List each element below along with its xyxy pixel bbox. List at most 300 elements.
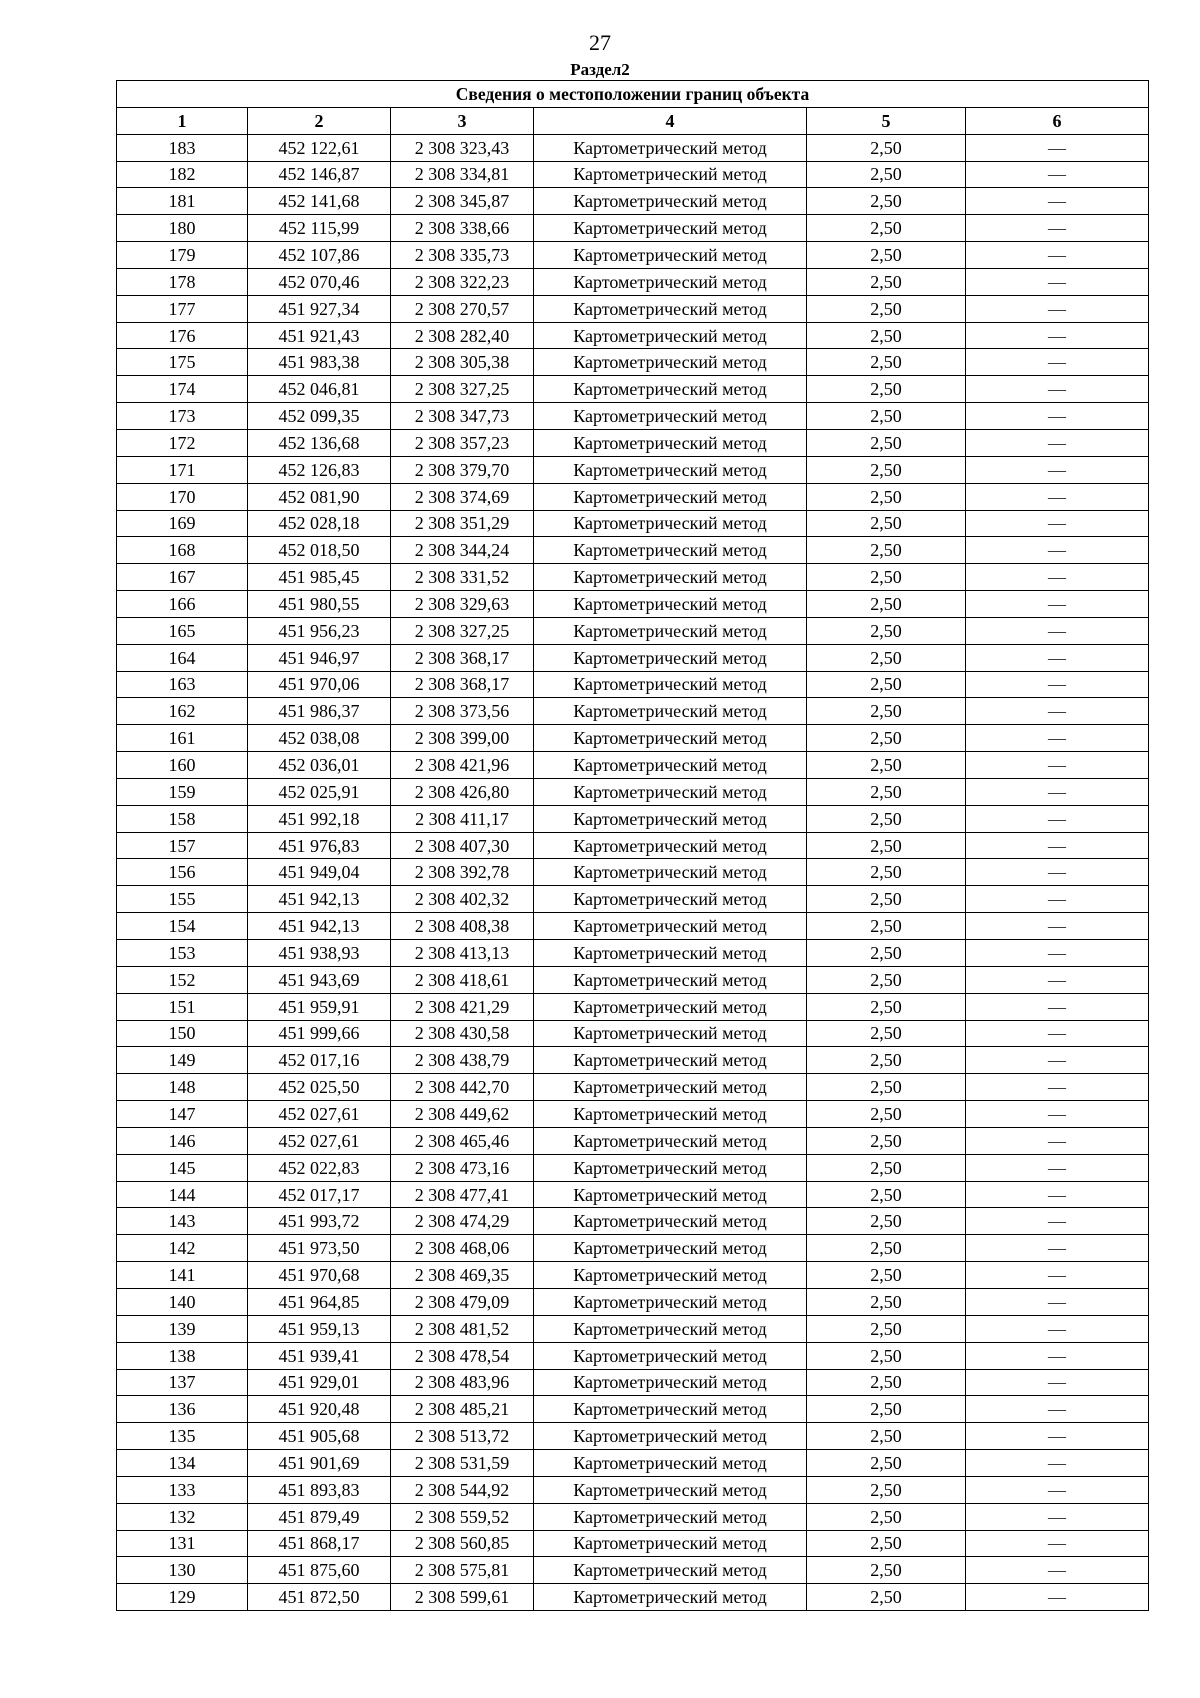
y-coordinate-cell: 2 308 479,09: [391, 1288, 534, 1315]
description-cell: —: [966, 993, 1149, 1020]
point-number-cell: 163: [117, 671, 248, 698]
method-cell: Картометрический метод: [534, 429, 807, 456]
y-coordinate-cell: 2 308 329,63: [391, 591, 534, 618]
method-cell: Картометрический метод: [534, 1047, 807, 1074]
y-coordinate-cell: 2 308 351,29: [391, 510, 534, 537]
description-cell: —: [966, 134, 1149, 161]
y-coordinate-cell: 2 308 438,79: [391, 1047, 534, 1074]
table-row: [117, 376, 1149, 403]
accuracy-cell: 2,50: [807, 993, 966, 1020]
point-number-cell: 166: [117, 591, 248, 618]
method-cell: Картометрический метод: [534, 1208, 807, 1235]
point-number-cell: 178: [117, 268, 248, 295]
point-number-cell: 142: [117, 1235, 248, 1262]
y-coordinate-cell: 2 308 544,92: [391, 1476, 534, 1503]
description-cell: —: [966, 161, 1149, 188]
point-number-cell: 164: [117, 644, 248, 671]
y-coordinate-cell: 2 308 481,52: [391, 1315, 534, 1342]
table-row: [117, 134, 1149, 161]
table-row: [117, 725, 1149, 752]
point-number-cell: 165: [117, 617, 248, 644]
x-coordinate-cell: 452 107,86: [248, 242, 391, 269]
point-number-cell: 137: [117, 1369, 248, 1396]
method-cell: Картометрический метод: [534, 1288, 807, 1315]
table-row: [117, 403, 1149, 430]
accuracy-cell: 2,50: [807, 295, 966, 322]
table-row: [117, 215, 1149, 242]
method-cell: Картометрический метод: [534, 913, 807, 940]
description-cell: —: [966, 429, 1149, 456]
description-cell: —: [966, 1396, 1149, 1423]
point-number-cell: 144: [117, 1181, 248, 1208]
point-number-cell: 150: [117, 1020, 248, 1047]
table-row: [117, 1315, 1149, 1342]
y-coordinate-cell: 2 308 322,23: [391, 268, 534, 295]
table-row: [117, 349, 1149, 376]
y-coordinate-cell: 2 308 327,25: [391, 376, 534, 403]
x-coordinate-cell: 451 927,34: [248, 295, 391, 322]
method-cell: Картометрический метод: [534, 1342, 807, 1369]
accuracy-cell: 2,50: [807, 886, 966, 913]
point-number-cell: 147: [117, 1101, 248, 1128]
table-caption-row: [117, 81, 1149, 108]
description-cell: —: [966, 698, 1149, 725]
method-cell: Картометрический метод: [534, 1154, 807, 1181]
accuracy-cell: 2,50: [807, 429, 966, 456]
table-row: [117, 1530, 1149, 1557]
point-number-cell: 149: [117, 1047, 248, 1074]
table-row: [117, 859, 1149, 886]
x-coordinate-cell: 451 879,49: [248, 1503, 391, 1530]
accuracy-cell: 2,50: [807, 966, 966, 993]
x-coordinate-cell: 451 868,17: [248, 1530, 391, 1557]
description-cell: —: [966, 1423, 1149, 1450]
table-row: [117, 537, 1149, 564]
x-coordinate-cell: 451 939,41: [248, 1342, 391, 1369]
column-number-5: 5: [807, 107, 966, 134]
table-row: [117, 1557, 1149, 1584]
description-cell: —: [966, 1181, 1149, 1208]
method-cell: Картометрический метод: [534, 161, 807, 188]
table-row: [117, 591, 1149, 618]
method-cell: Картометрический метод: [534, 134, 807, 161]
accuracy-cell: 2,50: [807, 1127, 966, 1154]
accuracy-cell: 2,50: [807, 188, 966, 215]
y-coordinate-cell: 2 308 474,29: [391, 1208, 534, 1235]
accuracy-cell: 2,50: [807, 456, 966, 483]
y-coordinate-cell: 2 308 282,40: [391, 322, 534, 349]
table-row: [117, 1288, 1149, 1315]
point-number-cell: 162: [117, 698, 248, 725]
y-coordinate-cell: 2 308 468,06: [391, 1235, 534, 1262]
y-coordinate-cell: 2 308 477,41: [391, 1181, 534, 1208]
method-cell: Картометрический метод: [534, 1396, 807, 1423]
method-cell: Картометрический метод: [534, 966, 807, 993]
x-coordinate-cell: 452 126,83: [248, 456, 391, 483]
x-coordinate-cell: 452 017,16: [248, 1047, 391, 1074]
accuracy-cell: 2,50: [807, 778, 966, 805]
accuracy-cell: 2,50: [807, 268, 966, 295]
x-coordinate-cell: 451 976,83: [248, 832, 391, 859]
table-row: [117, 886, 1149, 913]
method-cell: Картометрический метод: [534, 778, 807, 805]
accuracy-cell: 2,50: [807, 376, 966, 403]
x-coordinate-cell: 451 901,69: [248, 1450, 391, 1477]
description-cell: —: [966, 1369, 1149, 1396]
description-cell: —: [966, 537, 1149, 564]
x-coordinate-cell: 452 136,68: [248, 429, 391, 456]
accuracy-cell: 2,50: [807, 752, 966, 779]
point-number-cell: 145: [117, 1154, 248, 1181]
accuracy-cell: 2,50: [807, 537, 966, 564]
description-cell: —: [966, 510, 1149, 537]
method-cell: Картометрический метод: [534, 1423, 807, 1450]
x-coordinate-cell: 451 973,50: [248, 1235, 391, 1262]
method-cell: Картометрический метод: [534, 993, 807, 1020]
accuracy-cell: 2,50: [807, 1235, 966, 1262]
column-number-2: 2: [248, 107, 391, 134]
table-row: [117, 1020, 1149, 1047]
method-cell: Картометрический метод: [534, 752, 807, 779]
y-coordinate-cell: 2 308 469,35: [391, 1262, 534, 1289]
table-row: [117, 268, 1149, 295]
method-cell: Картометрический метод: [534, 349, 807, 376]
description-cell: —: [966, 349, 1149, 376]
y-coordinate-cell: 2 308 407,30: [391, 832, 534, 859]
x-coordinate-cell: 451 980,55: [248, 591, 391, 618]
table-row: [117, 940, 1149, 967]
description-cell: —: [966, 1101, 1149, 1128]
point-number-cell: 169: [117, 510, 248, 537]
table-caption: Сведения о местоположении границ объекта: [117, 81, 1149, 108]
table-row: [117, 617, 1149, 644]
method-cell: Картометрический метод: [534, 403, 807, 430]
x-coordinate-cell: 451 956,23: [248, 617, 391, 644]
x-coordinate-cell: 451 942,13: [248, 913, 391, 940]
method-cell: Картометрический метод: [534, 322, 807, 349]
point-number-cell: 167: [117, 564, 248, 591]
y-coordinate-cell: 2 308 560,85: [391, 1530, 534, 1557]
description-cell: —: [966, 966, 1149, 993]
table-row: [117, 188, 1149, 215]
table-row: [117, 752, 1149, 779]
method-cell: Картометрический метод: [534, 1476, 807, 1503]
table-row: [117, 993, 1149, 1020]
description-cell: —: [966, 1476, 1149, 1503]
accuracy-cell: 2,50: [807, 349, 966, 376]
y-coordinate-cell: 2 308 357,23: [391, 429, 534, 456]
x-coordinate-cell: 451 943,69: [248, 966, 391, 993]
y-coordinate-cell: 2 308 327,25: [391, 617, 534, 644]
y-coordinate-cell: 2 308 392,78: [391, 859, 534, 886]
point-number-cell: 179: [117, 242, 248, 269]
description-cell: —: [966, 322, 1149, 349]
table-row: [117, 1476, 1149, 1503]
point-number-cell: 151: [117, 993, 248, 1020]
accuracy-cell: 2,50: [807, 161, 966, 188]
point-number-cell: 177: [117, 295, 248, 322]
point-number-cell: 155: [117, 886, 248, 913]
accuracy-cell: 2,50: [807, 671, 966, 698]
method-cell: Картометрический метод: [534, 242, 807, 269]
description-cell: —: [966, 591, 1149, 618]
point-number-cell: 183: [117, 134, 248, 161]
accuracy-cell: 2,50: [807, 1342, 966, 1369]
method-cell: Картометрический метод: [534, 617, 807, 644]
table-row: [117, 161, 1149, 188]
x-coordinate-cell: 452 099,35: [248, 403, 391, 430]
point-number-cell: 141: [117, 1262, 248, 1289]
accuracy-cell: 2,50: [807, 698, 966, 725]
point-number-cell: 168: [117, 537, 248, 564]
column-number-4: 4: [534, 107, 807, 134]
point-number-cell: 153: [117, 940, 248, 967]
accuracy-cell: 2,50: [807, 215, 966, 242]
x-coordinate-cell: 451 920,48: [248, 1396, 391, 1423]
point-number-cell: 130: [117, 1557, 248, 1584]
accuracy-cell: 2,50: [807, 1530, 966, 1557]
method-cell: Картометрический метод: [534, 886, 807, 913]
point-number-cell: 182: [117, 161, 248, 188]
method-cell: Картометрический метод: [534, 510, 807, 537]
table-row: [117, 1369, 1149, 1396]
x-coordinate-cell: 452 018,50: [248, 537, 391, 564]
method-cell: Картометрический метод: [534, 940, 807, 967]
table-row: [117, 671, 1149, 698]
x-coordinate-cell: 451 959,13: [248, 1315, 391, 1342]
description-cell: —: [966, 1020, 1149, 1047]
method-cell: Картометрический метод: [534, 1315, 807, 1342]
accuracy-cell: 2,50: [807, 1074, 966, 1101]
point-number-cell: 140: [117, 1288, 248, 1315]
table-row: [117, 1396, 1149, 1423]
table-row: [117, 1450, 1149, 1477]
accuracy-cell: 2,50: [807, 1208, 966, 1235]
method-cell: Картометрический метод: [534, 591, 807, 618]
method-cell: Картометрический метод: [534, 644, 807, 671]
accuracy-cell: 2,50: [807, 1288, 966, 1315]
y-coordinate-cell: 2 308 421,29: [391, 993, 534, 1020]
y-coordinate-cell: 2 308 531,59: [391, 1450, 534, 1477]
y-coordinate-cell: 2 308 331,52: [391, 564, 534, 591]
column-number-6: 6: [966, 107, 1149, 134]
accuracy-cell: 2,50: [807, 1020, 966, 1047]
x-coordinate-cell: 451 970,06: [248, 671, 391, 698]
x-coordinate-cell: 452 146,87: [248, 161, 391, 188]
x-coordinate-cell: 451 872,50: [248, 1584, 391, 1611]
x-coordinate-cell: 452 036,01: [248, 752, 391, 779]
method-cell: Картометрический метод: [534, 1101, 807, 1128]
y-coordinate-cell: 2 308 379,70: [391, 456, 534, 483]
x-coordinate-cell: 451 986,37: [248, 698, 391, 725]
x-coordinate-cell: 451 929,01: [248, 1369, 391, 1396]
description-cell: —: [966, 778, 1149, 805]
x-coordinate-cell: 452 115,99: [248, 215, 391, 242]
table-row: [117, 1127, 1149, 1154]
y-coordinate-cell: 2 308 368,17: [391, 644, 534, 671]
x-coordinate-cell: 452 027,61: [248, 1127, 391, 1154]
y-coordinate-cell: 2 308 408,38: [391, 913, 534, 940]
x-coordinate-cell: 451 985,45: [248, 564, 391, 591]
x-coordinate-cell: 451 959,91: [248, 993, 391, 1020]
description-cell: —: [966, 1450, 1149, 1477]
accuracy-cell: 2,50: [807, 1396, 966, 1423]
x-coordinate-cell: 452 022,83: [248, 1154, 391, 1181]
accuracy-cell: 2,50: [807, 940, 966, 967]
table-row: [117, 913, 1149, 940]
x-coordinate-cell: 452 038,08: [248, 725, 391, 752]
point-number-cell: 170: [117, 483, 248, 510]
description-cell: —: [966, 456, 1149, 483]
point-number-cell: 131: [117, 1530, 248, 1557]
method-cell: Картометрический метод: [534, 1584, 807, 1611]
y-coordinate-cell: 2 308 368,17: [391, 671, 534, 698]
x-coordinate-cell: 452 141,68: [248, 188, 391, 215]
description-cell: —: [966, 1530, 1149, 1557]
y-coordinate-cell: 2 308 513,72: [391, 1423, 534, 1450]
description-cell: —: [966, 242, 1149, 269]
method-cell: Картометрический метод: [534, 376, 807, 403]
description-cell: —: [966, 752, 1149, 779]
column-number-3: 3: [391, 107, 534, 134]
x-coordinate-cell: 451 921,43: [248, 322, 391, 349]
method-cell: Картометрический метод: [534, 859, 807, 886]
description-cell: —: [966, 1235, 1149, 1262]
description-cell: —: [966, 913, 1149, 940]
x-coordinate-cell: 451 999,66: [248, 1020, 391, 1047]
point-number-cell: 133: [117, 1476, 248, 1503]
x-coordinate-cell: 452 046,81: [248, 376, 391, 403]
description-cell: —: [966, 1154, 1149, 1181]
point-number-cell: 138: [117, 1342, 248, 1369]
description-cell: —: [966, 1208, 1149, 1235]
method-cell: Картометрический метод: [534, 1369, 807, 1396]
y-coordinate-cell: 2 308 399,00: [391, 725, 534, 752]
description-cell: —: [966, 268, 1149, 295]
y-coordinate-cell: 2 308 478,54: [391, 1342, 534, 1369]
method-cell: Картометрический метод: [534, 1262, 807, 1289]
boundary-coordinates-table: [116, 80, 1149, 1611]
y-coordinate-cell: 2 308 305,38: [391, 349, 534, 376]
method-cell: Картометрический метод: [534, 725, 807, 752]
description-cell: —: [966, 215, 1149, 242]
description-cell: —: [966, 644, 1149, 671]
description-cell: —: [966, 1127, 1149, 1154]
accuracy-cell: 2,50: [807, 564, 966, 591]
y-coordinate-cell: 2 308 473,16: [391, 1154, 534, 1181]
table-row: [117, 510, 1149, 537]
section-label: Раздел2: [570, 60, 630, 79]
method-cell: Картометрический метод: [534, 456, 807, 483]
table-row: [117, 242, 1149, 269]
description-cell: —: [966, 564, 1149, 591]
x-coordinate-cell: 452 081,90: [248, 483, 391, 510]
y-coordinate-cell: 2 308 421,96: [391, 752, 534, 779]
x-coordinate-cell: 451 993,72: [248, 1208, 391, 1235]
x-coordinate-cell: 452 027,61: [248, 1101, 391, 1128]
point-number-cell: 132: [117, 1503, 248, 1530]
accuracy-cell: 2,50: [807, 322, 966, 349]
description-cell: —: [966, 725, 1149, 752]
point-number-cell: 176: [117, 322, 248, 349]
description-cell: —: [966, 886, 1149, 913]
description-cell: —: [966, 805, 1149, 832]
accuracy-cell: 2,50: [807, 832, 966, 859]
y-coordinate-cell: 2 308 347,73: [391, 403, 534, 430]
point-number-cell: 152: [117, 966, 248, 993]
table-row: [117, 698, 1149, 725]
accuracy-cell: 2,50: [807, 403, 966, 430]
accuracy-cell: 2,50: [807, 1450, 966, 1477]
description-cell: —: [966, 1503, 1149, 1530]
table-row: [117, 456, 1149, 483]
method-cell: Картометрический метод: [534, 805, 807, 832]
y-coordinate-cell: 2 308 345,87: [391, 188, 534, 215]
point-number-cell: 181: [117, 188, 248, 215]
table-row: [117, 1503, 1149, 1530]
accuracy-cell: 2,50: [807, 510, 966, 537]
x-coordinate-cell: 452 025,91: [248, 778, 391, 805]
method-cell: Картометрический метод: [534, 1557, 807, 1584]
y-coordinate-cell: 2 308 418,61: [391, 966, 534, 993]
y-coordinate-cell: 2 308 373,56: [391, 698, 534, 725]
accuracy-cell: 2,50: [807, 1369, 966, 1396]
x-coordinate-cell: 451 938,93: [248, 940, 391, 967]
table-body: [117, 134, 1149, 1610]
table-row: [117, 966, 1149, 993]
table-row: [117, 778, 1149, 805]
point-number-cell: 156: [117, 859, 248, 886]
accuracy-cell: 2,50: [807, 1154, 966, 1181]
point-number-cell: 136: [117, 1396, 248, 1423]
description-cell: —: [966, 1074, 1149, 1101]
description-cell: —: [966, 483, 1149, 510]
method-cell: Картометрический метод: [534, 1181, 807, 1208]
x-coordinate-cell: 451 970,68: [248, 1262, 391, 1289]
table-row: [117, 1154, 1149, 1181]
x-coordinate-cell: 451 992,18: [248, 805, 391, 832]
point-number-cell: 174: [117, 376, 248, 403]
accuracy-cell: 2,50: [807, 1476, 966, 1503]
x-coordinate-cell: 451 905,68: [248, 1423, 391, 1450]
point-number-cell: 154: [117, 913, 248, 940]
table-row: [117, 1208, 1149, 1235]
y-coordinate-cell: 2 308 334,81: [391, 161, 534, 188]
description-cell: —: [966, 295, 1149, 322]
method-cell: Картометрический метод: [534, 1530, 807, 1557]
description-cell: —: [966, 1557, 1149, 1584]
description-cell: —: [966, 1315, 1149, 1342]
y-coordinate-cell: 2 308 270,57: [391, 295, 534, 322]
method-cell: Картометрический метод: [534, 1127, 807, 1154]
y-coordinate-cell: 2 308 559,52: [391, 1503, 534, 1530]
x-coordinate-cell: 451 893,83: [248, 1476, 391, 1503]
accuracy-cell: 2,50: [807, 1584, 966, 1611]
description-cell: —: [966, 617, 1149, 644]
table-row: [117, 1101, 1149, 1128]
y-coordinate-cell: 2 308 599,61: [391, 1584, 534, 1611]
accuracy-cell: 2,50: [807, 805, 966, 832]
table-row: [117, 805, 1149, 832]
table-row: [117, 564, 1149, 591]
description-cell: —: [966, 376, 1149, 403]
description-cell: —: [966, 1584, 1149, 1611]
point-number-cell: 172: [117, 429, 248, 456]
method-cell: Картометрический метод: [534, 1235, 807, 1262]
accuracy-cell: 2,50: [807, 859, 966, 886]
y-coordinate-cell: 2 308 426,80: [391, 778, 534, 805]
point-number-cell: 159: [117, 778, 248, 805]
